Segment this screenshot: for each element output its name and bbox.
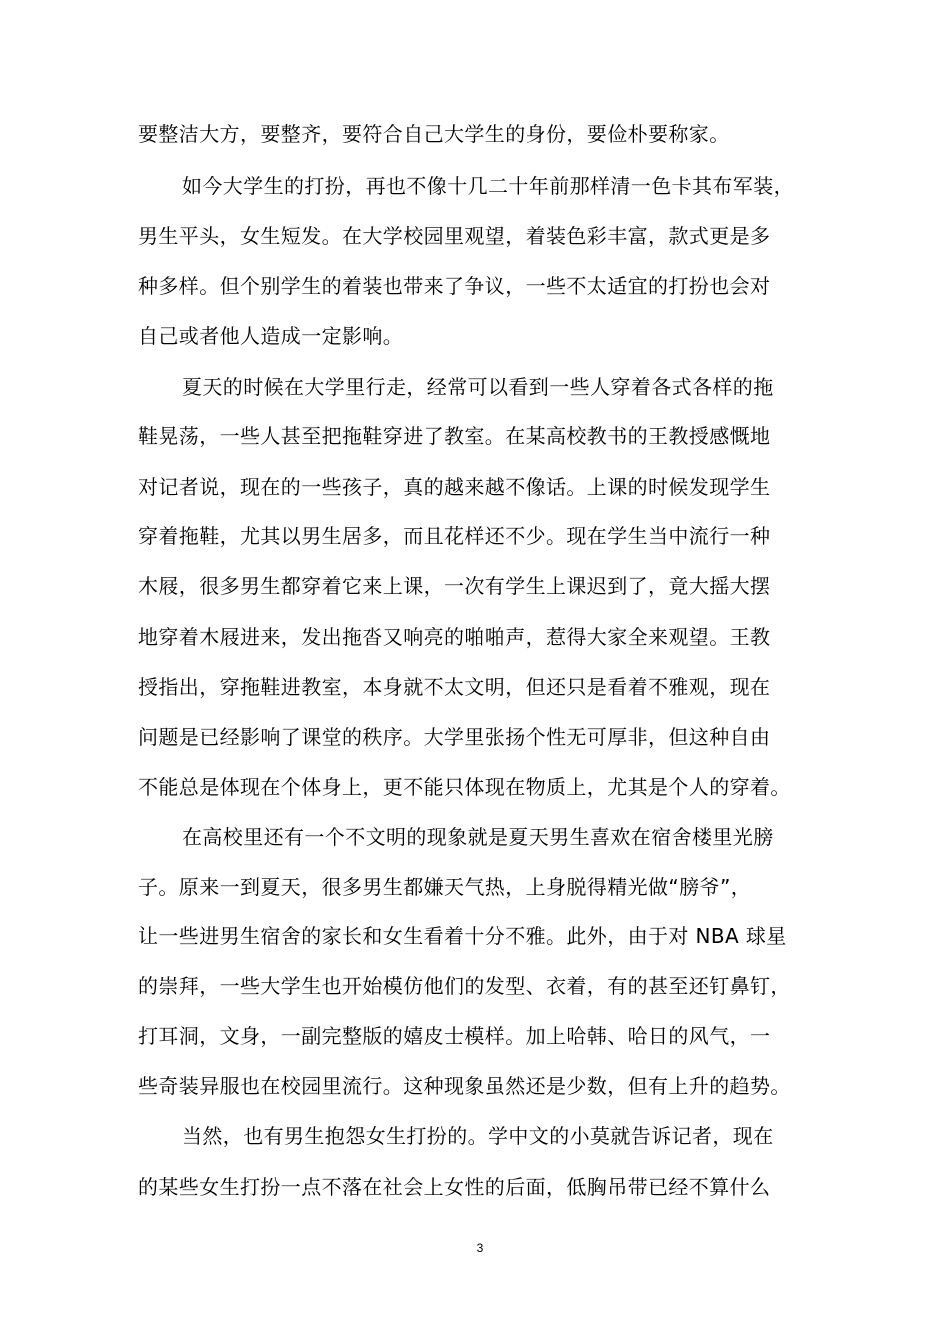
paragraph-first-line: 当然，也有男生抱怨女生打扮的。学中文的小莫就告诉记者，现在 <box>182 1124 774 1148</box>
text-line: 些奇装异服也在校园里流行。这种现象虽然还是少数，但有上升的趋势。 <box>138 1074 791 1098</box>
text-line: 男生平头，女生短发。在大学校园里观望，着装色彩丰富，款式更是多 <box>138 224 771 248</box>
text-line: 鞋晃荡，一些人甚至把拖鞋穿进了教室。在某高校教书的王教授感慨地 <box>138 424 771 448</box>
text-line: 种多样。但个别学生的着装也带来了争议，一些不太适宜的打扮也会对 <box>138 274 771 298</box>
text-line: 地穿着木屐进来，发出拖沓又响亮的啪啪声，惹得大家全来观望。王教 <box>138 625 771 649</box>
paragraph-first-line: 在高校里还有一个不文明的现象就是夏天男生喜欢在宿舍楼里光膀 <box>182 825 774 849</box>
paragraph-first-line: 如今大学生的打扮，再也不像十几二十年前那样清一色卡其布军装， <box>182 174 794 198</box>
text-line: 自己或者他人造成一定影响。 <box>138 324 404 348</box>
text-line: 打耳洞，文身，一副完整版的嬉皮士模样。加上哈韩、哈日的风气，一 <box>138 1024 771 1048</box>
text-line: 的崇拜，一些大学生也开始模仿他们的发型、衣着，有的甚至还钉鼻钉， <box>138 974 791 998</box>
text-line: 子。原来一到夏天，很多男生都嫌天气热，上身脱得精光做“膀爷”， <box>138 875 752 899</box>
page-number: 3 <box>476 1241 484 1255</box>
text-line: 木屐，很多男生都穿着它来上课，一次有学生上课迟到了，竟大摇大摆 <box>138 574 771 598</box>
paragraph-first-line: 夏天的时候在大学里行走，经常可以看到一些人穿着各式各样的拖 <box>182 375 774 399</box>
text-line: 对记者说，现在的一些孩子，真的越来越不像话。上课的时候发现学生 <box>138 475 771 499</box>
text-line: 让一些进男生宿舍的家长和女生看着十分不雅。此外，由于对 NBA 球星 <box>138 924 787 948</box>
text-line: 问题是已经影响了课堂的秩序。大学里张扬个性无可厚非，但这种自由 <box>138 725 771 749</box>
text-line: 要整洁大方，要整齐，要符合自己大学生的身份，要俭朴要称家。 <box>138 122 730 146</box>
text-line: 不能总是体现在个体身上，更不能只体现在物质上，尤其是个人的穿着。 <box>138 775 791 799</box>
text-line: 授指出，穿拖鞋进教室，本身就不太文明，但还只是看着不雅观，现在 <box>138 675 771 699</box>
text-line: 穿着拖鞋，尤其以男生居多，而且花样还不少。现在学生当中流行一种 <box>138 524 771 548</box>
text-line: 的某些女生打扮一点不落在社会上女性的后面，低胸吊带已经不算什么 <box>138 1175 771 1199</box>
